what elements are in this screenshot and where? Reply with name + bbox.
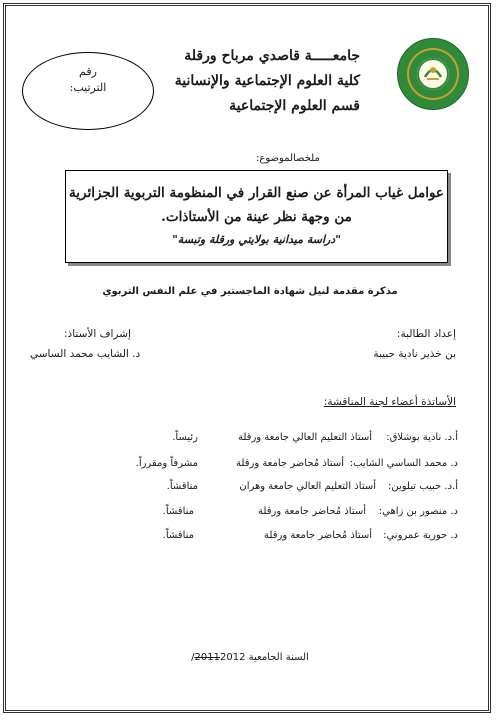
- faculty-name: كلية العلوم الإجتماعية والإنسانية: [174, 73, 360, 89]
- member-name: أ.د. حبيب تيلوين:: [387, 481, 458, 492]
- committee-member: [28, 506, 458, 522]
- member-title: أستاذ التعليم العالي جامعة وهران: [239, 481, 376, 492]
- member-role: مشرفاً ومقرراً.: [135, 458, 198, 469]
- member-role: رئيساً.: [172, 432, 198, 443]
- title-line-1: عوامل غياب المرأة عن صنع القرار في المنظومة التربوية الجزائرية: [69, 185, 444, 201]
- academic-year-value: 2012/: [191, 652, 246, 663]
- supervisor-name: د. الشايب محمد الساسي: [30, 348, 141, 360]
- order-number-box: [22, 52, 154, 130]
- member-title: أستاذ مُحاضر جامعة ورقلة: [264, 530, 372, 541]
- subject-label: ملخصالموضوع:: [256, 153, 320, 164]
- committee-member: [28, 432, 458, 448]
- member-title: أستاذ التعليم العالي جامعة ورقلة: [238, 432, 372, 443]
- student-label: إعداد الطالبة:: [396, 328, 456, 340]
- member-name: د. محمد الساسي الشايب:: [349, 458, 458, 469]
- committee-member: [28, 458, 458, 474]
- member-title: أستاذ مُحاضر جامعة ورقلة: [258, 506, 366, 517]
- member-role: مناقشاً.: [162, 530, 194, 541]
- committee-heading: الأساتذة أعضاء لجنة المناقشة:: [323, 396, 456, 408]
- institution-header: [175, 44, 360, 119]
- academic-year-struck: 2011: [194, 652, 220, 663]
- member-role: مناقشاً.: [166, 481, 198, 492]
- member-name: د. منصور بن زاهي:: [378, 506, 458, 517]
- academic-year-label: السنة الجامعية: [248, 652, 309, 663]
- order-label-line1: رقم: [79, 65, 97, 78]
- member-name: أ.د. نادية بوشلاق:: [386, 432, 458, 443]
- university-name: جامعـــــة قاصدي مرباح ورقلة: [184, 48, 360, 64]
- title-line-3: "دراسة ميدانية بولايتي ورقلة وتبسة": [172, 233, 341, 246]
- academic-year: [0, 652, 500, 663]
- supervisor-label: إشراف الأستاذ:: [64, 328, 131, 340]
- member-name: د. حورية عمروني:: [383, 530, 458, 541]
- member-role: مناقشاً.: [162, 506, 194, 517]
- committee-member: [28, 530, 458, 546]
- university-seal-icon: [397, 38, 469, 110]
- department-name: قسم العلوم الإجتماعية: [229, 98, 360, 114]
- order-label-line2: الترتيب:: [69, 81, 107, 94]
- member-title: أستاذ مُحاضر جامعة ورقلة: [236, 458, 344, 469]
- thesis-title-box: [65, 170, 448, 263]
- student-name: بن خذير نادية حبيبة: [373, 348, 456, 360]
- committee-member: [28, 481, 458, 497]
- memoir-statement: مذكرة مقدمة لنيل شهادة الماجستير في علم النفس التربوي: [102, 286, 398, 297]
- title-line-2: من وجهة نظر عينة من الأستاذات.: [161, 209, 352, 225]
